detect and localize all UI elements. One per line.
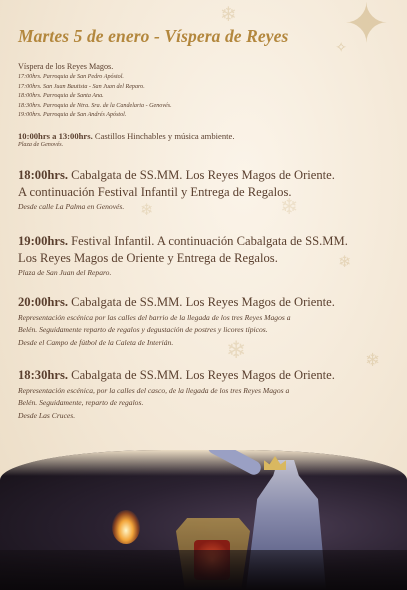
event-castillos (18, 131, 394, 148)
event-main (18, 294, 394, 311)
snowflake-icon: ❄ (338, 252, 352, 271)
mass-line: 17:00hrs. San Juan Bautista - San Juan del Reparo. (18, 83, 145, 90)
event-text: Cabalgata de SS.MM. Los Reyes Magos de Oriente. (68, 368, 335, 382)
event-desc: Desde el Campo de fútbol de la Caleta de Interián. (18, 337, 174, 347)
torch-flame (112, 510, 140, 544)
mass-line: 18:30hrs. Parroquia de Ntra. Sra. de la Candelaria - Genovés. (18, 102, 172, 109)
crown-icon (264, 456, 286, 470)
intro-heading: Víspera de los Reyes Magos. (18, 62, 114, 71)
sparkle-icon: ✧ (335, 40, 347, 56)
star-ornament-icon: ✦ (343, 0, 389, 55)
snowflake-icon: ❄ (280, 195, 299, 220)
event-desc: Representación escénica, por la calles del casco, de la llegada de los tres Reyes Magos a (18, 385, 290, 395)
event-desc: Desde calle La Palma en Genovés. (18, 202, 125, 211)
snowflake-icon: ❄ (140, 200, 154, 219)
event-text: Cabalgata de SS.MM. Los Reyes Magos de Oriente. (68, 295, 335, 309)
event-time: 20:00hrs. (18, 295, 69, 309)
event-text: Cabalgata de SS.MM. Los Reyes Magos de Oriente. (68, 168, 335, 182)
page-title: Martes 5 de enero - Víspera de Reyes (18, 26, 289, 46)
mass-line: 18:00hrs. Parroquia de Santa Ana. (18, 93, 104, 100)
event-desc: Belén. Seguidamente reparto de regalos y degustación de postres y licores típicos. (18, 325, 268, 334)
intro-section (18, 62, 318, 121)
snowflake-icon: ❄ (220, 2, 237, 26)
crowd-silhouette (0, 550, 407, 590)
event-main (18, 233, 394, 250)
event-time: 18:30hrs. (18, 368, 69, 382)
snowflake-icon: ❄ (226, 336, 247, 364)
event-main (18, 167, 394, 184)
event-main: A continuación Festival Infantil y Entrega de Regalos. (18, 184, 292, 199)
event-text: Castillos Hinchables y música ambiente. (92, 131, 235, 141)
event-main (18, 367, 394, 384)
king-arm (206, 450, 264, 477)
mass-line: 19:00hrs. Parroquia de San Andrés Apóstol. (18, 112, 127, 119)
event-time: 19:00hrs. (18, 234, 69, 248)
event-lead (18, 131, 394, 141)
event-desc: Desde Las Cruces. (18, 410, 76, 420)
event-time: 10:00hrs a 13:00hrs. (18, 131, 93, 141)
mass-line: 17:00hrs. Parroquia de San Pedro Apóstol. (18, 74, 124, 80)
snowflake-icon: ❄ (365, 350, 381, 371)
event-main: Los Reyes Magos de Oriente y Entrega de Regalos. (18, 250, 278, 265)
event-place: Plaza de Genovés. (18, 142, 64, 148)
event-item (18, 167, 394, 214)
event-desc: Belén. Seguidamente, reparto de regalos. (18, 398, 144, 407)
parade-photo (0, 450, 407, 590)
event-item (18, 294, 394, 349)
event-desc: Representación escénica por las calles del barrio de la llegada de los tres Reyes Magos a (18, 312, 291, 322)
event-item (18, 233, 394, 280)
event-text: Festival Infantil. A continuación Cabalgata de SS.MM. (68, 234, 348, 248)
event-desc: Plaza de San Juan del Reparo. (18, 268, 112, 277)
event-item (18, 367, 394, 422)
event-time: 18:00hrs. (18, 168, 69, 182)
